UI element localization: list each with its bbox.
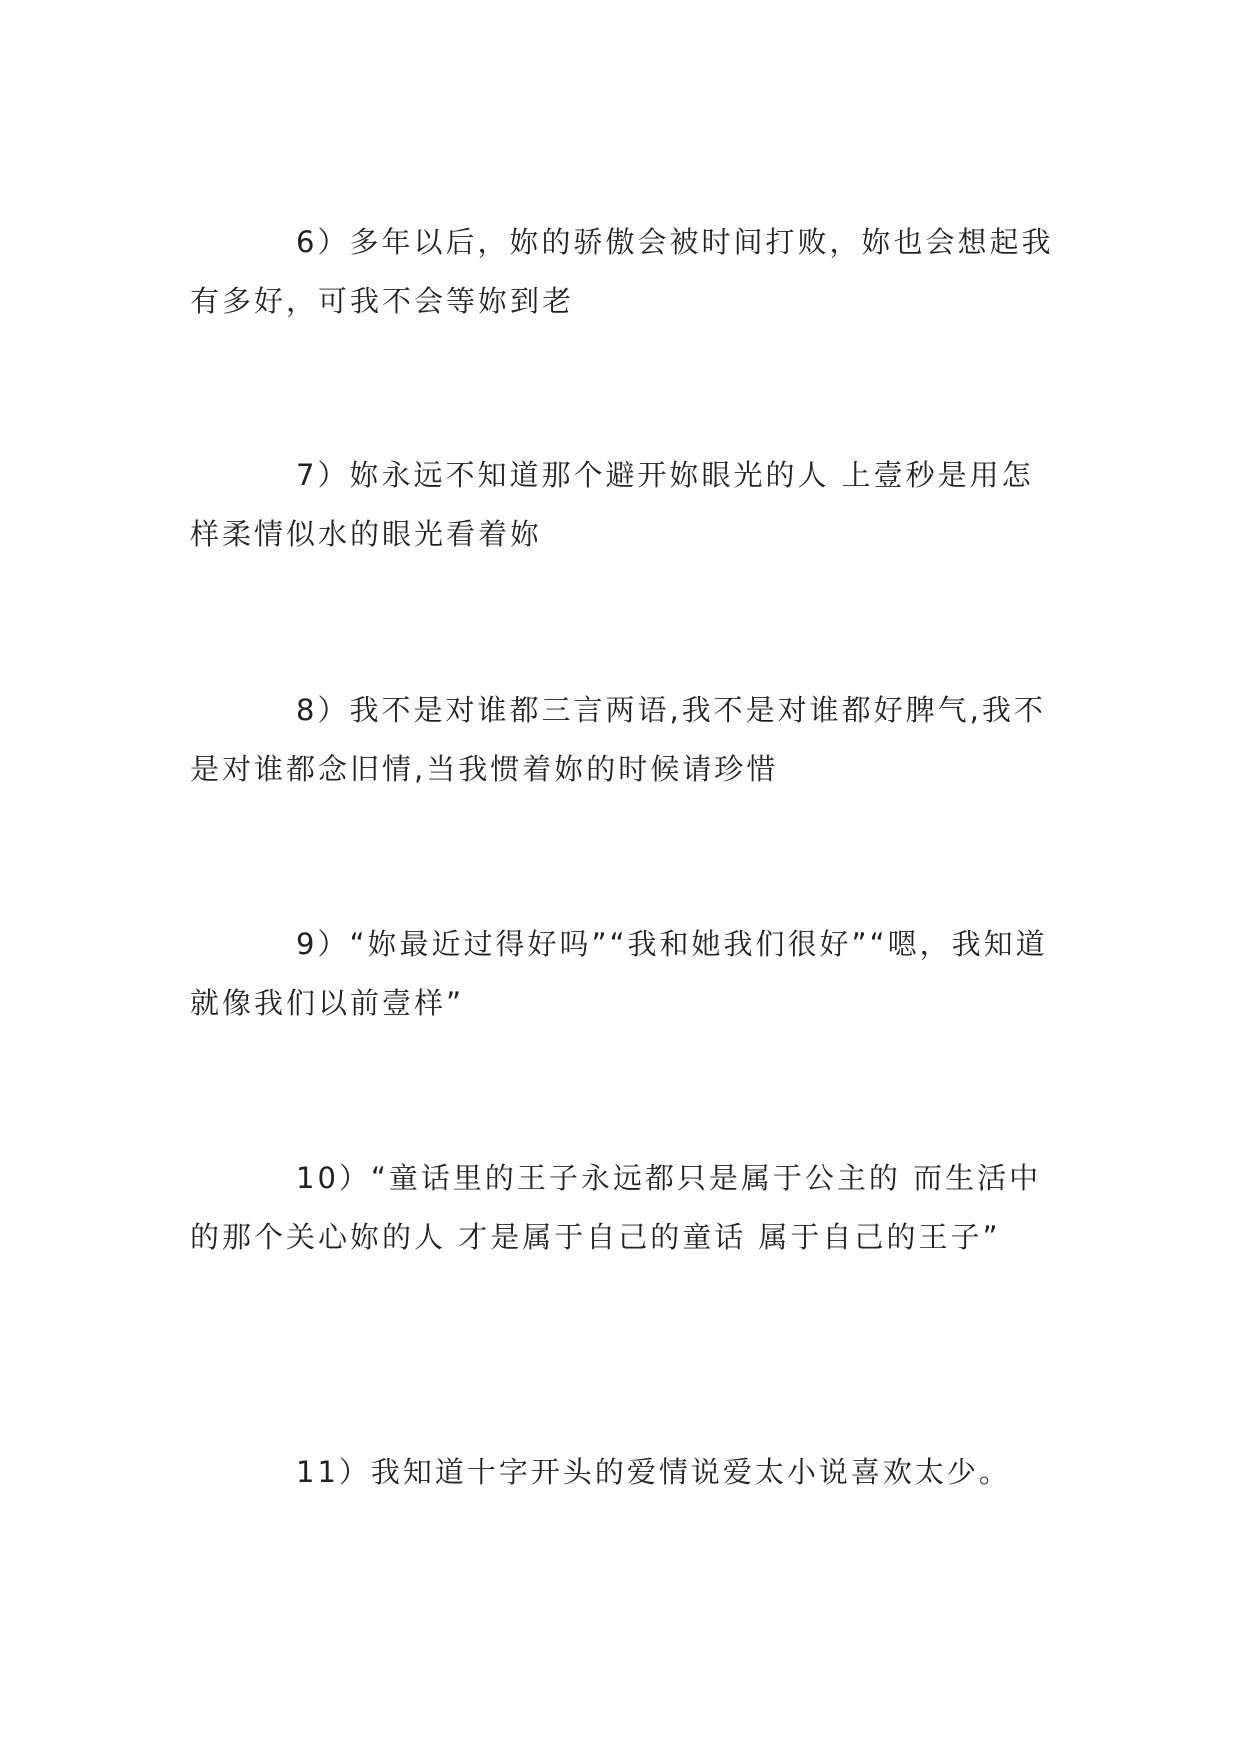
- paragraph-7: 7）妳永远不知道那个避开妳眼光的人 上壹秒是用怎样柔情似水的眼光看着妳: [190, 458, 1034, 551]
- paragraph-10: 10）“童话里的王子永远都只是属于公主的 而生活中的那个关心妳的人 才是属于自己的童话 属于自己的王子”: [190, 1161, 1042, 1254]
- paragraph-8: 8）我不是对谁都三言两语,我不是对谁都好脾气,我不是对谁都念旧情,当我惯着妳的时候请珍惜: [190, 693, 1046, 786]
- paragraph-11: 11）我知道十字开头的爱情说爱太小说喜欢太少。: [296, 1455, 1011, 1489]
- paragraph-9: 9）“妳最近过得好吗”“我和她我们很好”“嗯，我知道就像我们以前壹样”: [190, 927, 1048, 1020]
- paragraph-6: 6）多年以后，妳的骄傲会被时间打败，妳也会想起我有多好，可我不会等妳到老: [190, 225, 1054, 318]
